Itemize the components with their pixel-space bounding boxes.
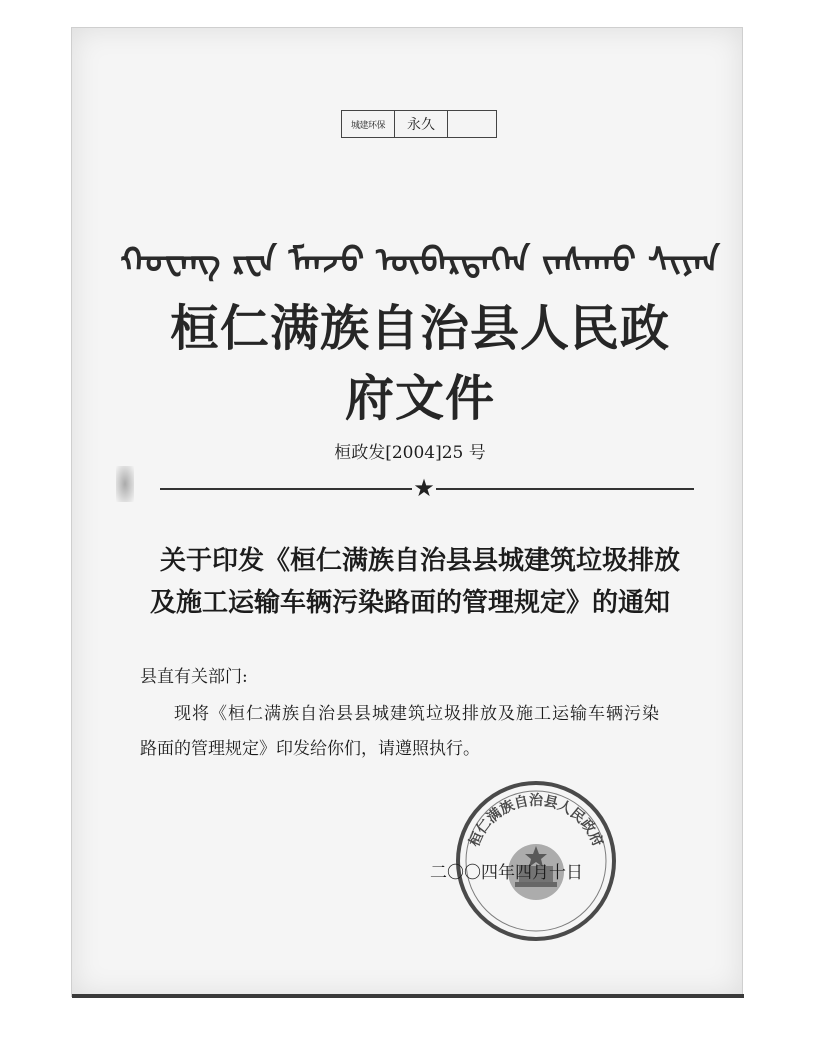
scan-smudge: [116, 466, 134, 502]
notice-title-line2: 及施工运输车辆污染路面的管理规定》的通知: [150, 588, 671, 618]
header-rule-left: [160, 488, 412, 490]
document-header-title: 桓仁满族自治县人民政府文件: [169, 300, 670, 427]
retention-period: 永久: [395, 111, 448, 137]
star-icon: ★: [413, 474, 435, 502]
document-number: 桓政发[2004]25 号: [334, 443, 486, 463]
seal-text: 桓仁满族自治县人民政府: [466, 792, 606, 850]
classification-box: [341, 110, 497, 138]
document-page: [72, 28, 742, 996]
body-paragraph-line2: 路面的管理规定》印发给你们，请遵照执行。: [140, 739, 480, 759]
notice-title-line1: 关于印发《桓仁满族自治县县城建筑垃圾排放: [160, 546, 681, 576]
notice-body: [140, 660, 720, 767]
mongolian-text: ᠬᠤᠸᠠᠩ ᠷᠸᠨ ᠮᠠᠨᠵᠤ ᠥᠪᠡᠷᠲᠡᠭᠡᠨ ᠵᠠᠰᠠᠬᠤ ᠰᠢᠶᠠᠨ: [120, 241, 720, 281]
mongolian-script-header: [120, 230, 720, 290]
notice-title: [150, 540, 710, 624]
header-rule-right: [436, 488, 694, 490]
recipient-line: 县直有关部门:: [140, 667, 248, 687]
body-paragraph-line1: 现将《桓仁满族自治县县城建筑垃圾排放及施工运输车辆污染: [174, 704, 660, 724]
issue-date: 二〇〇四年四月十日: [430, 863, 583, 883]
page-bottom-edge: [72, 994, 744, 998]
classification-label: 城建环保: [342, 111, 395, 137]
